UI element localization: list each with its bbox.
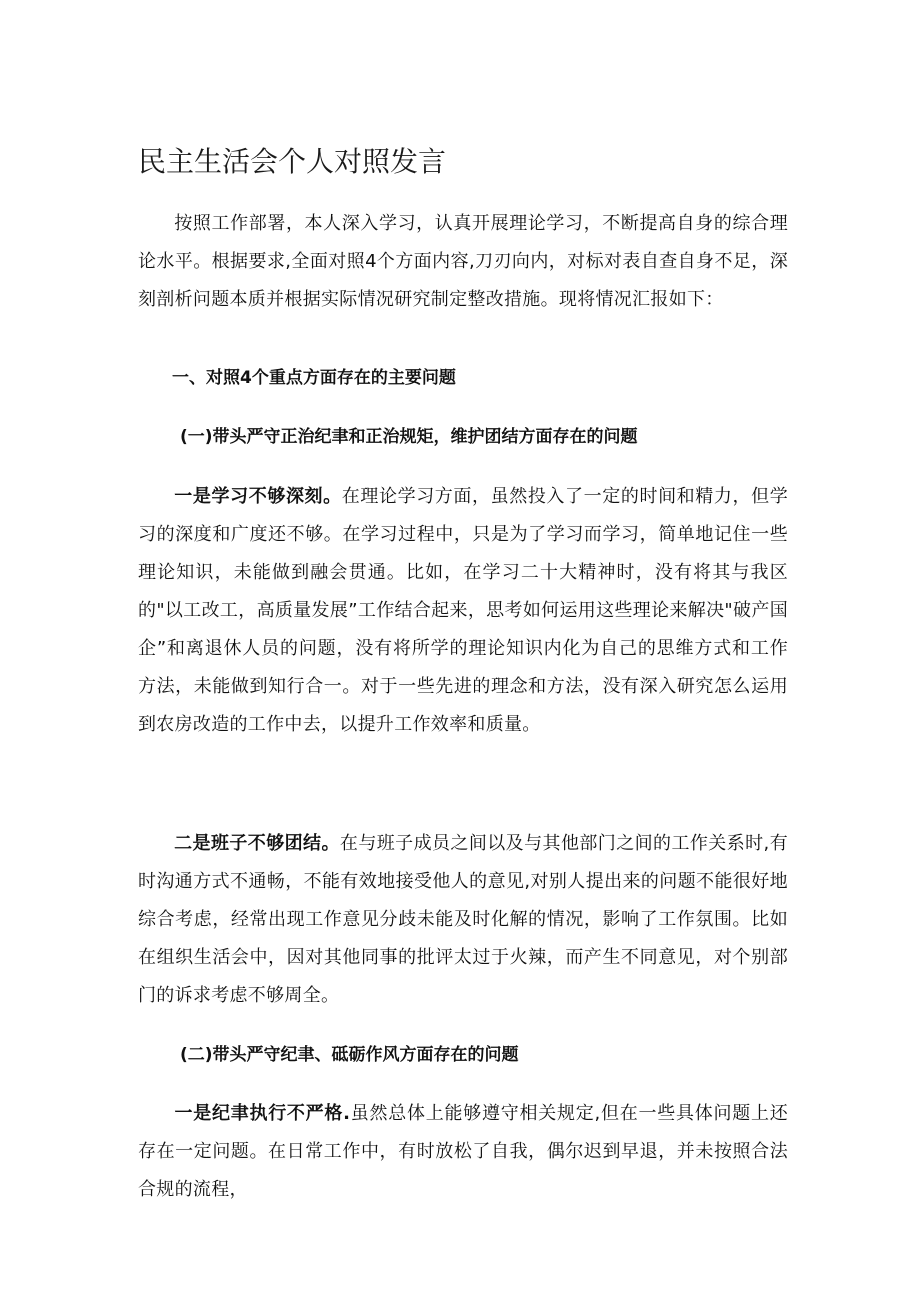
paragraph-study (138, 478, 788, 744)
paragraph-body: 在与班子成员之间以及与其他部门之间的工作关系时,有时沟通方式不通畅，不能有效地接受他人的意见,对别人提出来的问题不能很好地综合考虑，经常出现工作意见分歧未能及时化解的情况，影响了工作氛围。比如在组织生活会中，因对其他同事的批评太过于火辣，而产生不同意见，对个别部门的诉求考虑不够周全。 (138, 833, 788, 1006)
document-title: 民主生活会个人对照发言 (138, 145, 447, 178)
intro-text: 按照工作部署，本人深入学习，认真开展理论学习，不断提高自身的综合理论水平。根据要求,全面对照4个方面内容,刀刃向内，对标对表自查自身不足，深刻剖析问题本质并根据实际情况研究制定整改措施。现将情况汇报如下： (138, 213, 788, 310)
paragraph-lead: 一是学习不够深刻。 (174, 486, 342, 507)
paragraph-body: 虽然总体上能够遵守相关规定,但在一些具体问题上还存在一定问题。在日常工作中，有时放松了自我，偶尔迟到早退，并未按照合法合规的流程， (138, 1103, 789, 1200)
section-heading-1: 一、对照4个重点方面存在的主要问题 (172, 368, 456, 388)
paragraph-discipline (138, 1095, 788, 1209)
paragraph-lead: 一是纪聿执行不严格. (174, 1103, 351, 1124)
intro-paragraph (138, 205, 788, 319)
paragraph-lead: 二是班子不够团结。 (174, 833, 340, 854)
subsection-heading-1: (一)带头严守正治纪聿和正治规矩，维护团结方面存在的问题 (180, 427, 638, 447)
paragraph-team (138, 825, 788, 1015)
paragraph-body: 在理论学习方面，虽然投入了一定的时间和精力，但学习的深度和广度还不够。在学习过程中，只是为了学习而学习，简单地记住一些理论知识，未能做到融会贯通。比如，在学习二十大精神时，没有将其与我区的"以工改工，高质量发展”工作结合起来，思考如何运用这些理论来解决"破产国企”和离退休人员的问题，没有将所学的理论知识内化为自己的思维方式和工作方法，未能做到知行合一。对于一些先进的理念和方法，没有深入研究怎么运用到农房改造的工作中去，以提升工作效率和质量。 (138, 486, 788, 735)
subsection-heading-2: (二)带头严守纪聿、砥砺作风方面存在的问题 (180, 1045, 519, 1065)
